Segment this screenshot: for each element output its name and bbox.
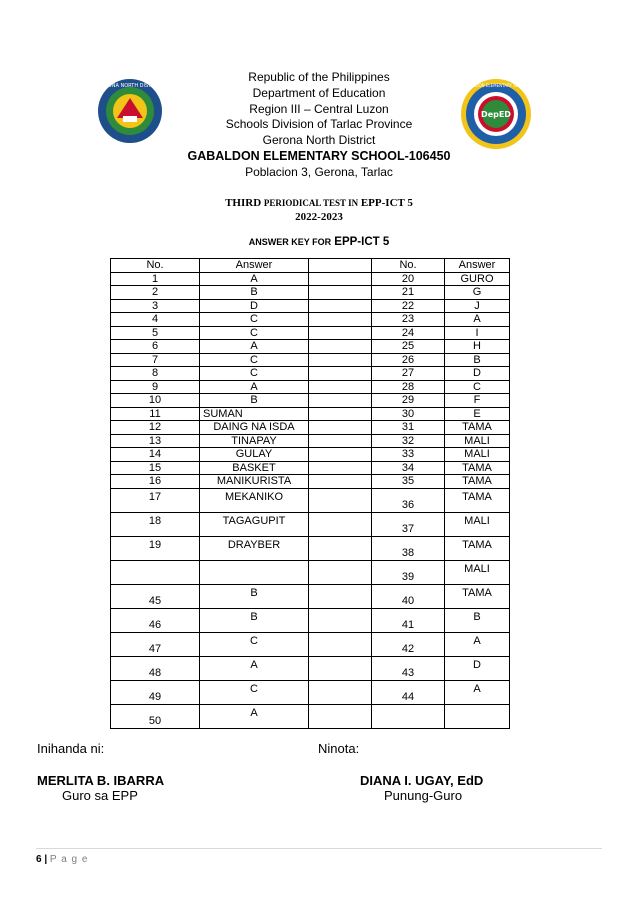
row-no-right: 36 — [372, 488, 445, 512]
row-spacer — [309, 326, 372, 340]
page-number: 6 — [36, 854, 42, 865]
row-no-left: 12 — [111, 421, 200, 435]
row-answer-left: A — [200, 380, 309, 394]
row-spacer — [309, 394, 372, 408]
row-no-right: 37 — [372, 512, 445, 536]
row-answer-right: D — [445, 656, 510, 680]
row-no-left: 19 — [111, 536, 200, 560]
row-spacer — [309, 286, 372, 300]
preparer-name: MERLITA B. IBARRA — [37, 773, 165, 788]
table-row — [111, 421, 510, 435]
row-answer-left: MANIKURISTA — [200, 475, 309, 489]
row-answer-left: DAING NA ISDA — [200, 421, 309, 435]
row-spacer — [309, 536, 372, 560]
row-no-left: 2 — [111, 286, 200, 300]
svg-text:GERONA NORTH DISTRICT: GERONA NORTH DISTRICT — [97, 83, 163, 89]
row-spacer — [309, 353, 372, 367]
header-spacer — [309, 259, 372, 273]
row-no-right: 33 — [372, 448, 445, 462]
row-answer-right: MALI — [445, 448, 510, 462]
header-answer-right: Answer — [445, 259, 510, 273]
row-no-left: 48 — [111, 656, 200, 680]
row-no-left: 17 — [111, 488, 200, 512]
row-answer-right: TAMA — [445, 536, 510, 560]
row-answer-right: TAMA — [445, 488, 510, 512]
table-row — [111, 299, 510, 313]
row-answer-left: TINAPAY — [200, 434, 309, 448]
answer-key-title: ANSWER KEY FOR EPP-ICT 5 — [248, 236, 390, 248]
row-spacer — [309, 560, 372, 584]
row-no-left: 49 — [111, 680, 200, 704]
row-no-right: 25 — [372, 340, 445, 354]
header-no-right: No. — [372, 259, 445, 273]
row-no-right: 29 — [372, 394, 445, 408]
row-spacer — [309, 608, 372, 632]
row-no-left: 16 — [111, 475, 200, 489]
table-row — [111, 584, 510, 608]
table-header-row — [111, 259, 510, 273]
answer-key-table — [110, 258, 510, 729]
table-row — [111, 704, 510, 728]
row-spacer — [309, 434, 372, 448]
row-answer-left — [200, 560, 309, 584]
header-no-left: No. — [111, 259, 200, 273]
row-no-right: 22 — [372, 299, 445, 313]
row-spacer — [309, 407, 372, 421]
letterhead-line-division: Schools Division of Tarlac Province — [225, 117, 413, 132]
row-answer-right: H — [445, 340, 510, 354]
row-no-right: 35 — [372, 475, 445, 489]
school-address: Poblacion 3, Gerona, Tarlac — [245, 164, 393, 179]
row-no-left: 10 — [111, 394, 200, 408]
preparer-role: Guro sa EPP — [62, 788, 138, 803]
row-answer-right: B — [445, 353, 510, 367]
row-answer-left: B — [200, 394, 309, 408]
table-row — [111, 367, 510, 381]
row-answer-left: C — [200, 632, 309, 656]
row-answer-left: B — [200, 608, 309, 632]
row-answer-left: A — [200, 340, 309, 354]
row-spacer — [309, 704, 372, 728]
row-answer-right: E — [445, 407, 510, 421]
row-answer-left: SUMAN — [200, 407, 309, 421]
row-answer-right: A — [445, 680, 510, 704]
row-answer-left: A — [200, 704, 309, 728]
table-row — [111, 394, 510, 408]
row-no-right: 32 — [372, 434, 445, 448]
row-spacer — [309, 313, 372, 327]
noted-by-label: Ninota: — [318, 741, 360, 756]
svg-text:DepED: DepED — [481, 110, 511, 119]
row-no-right: 20 — [372, 272, 445, 286]
row-answer-left: C — [200, 680, 309, 704]
row-spacer — [309, 299, 372, 313]
row-answer-left: C — [200, 313, 309, 327]
row-spacer — [309, 656, 372, 680]
svg-text:GABALDON ELEMENTARY SCHOOL: GABALDON ELEMENTARY SCHOOL — [461, 83, 531, 88]
table-row — [111, 475, 510, 489]
table-row — [111, 536, 510, 560]
row-spacer — [309, 461, 372, 475]
row-no-right: 43 — [372, 656, 445, 680]
letterhead-line-deped: Department of Education — [252, 85, 386, 100]
row-answer-left: B — [200, 584, 309, 608]
row-no-right: 39 — [372, 560, 445, 584]
row-no-right: 28 — [372, 380, 445, 394]
row-no-left — [111, 560, 200, 584]
row-spacer — [309, 272, 372, 286]
table-row — [111, 632, 510, 656]
row-no-right: 27 — [372, 367, 445, 381]
row-no-left: 46 — [111, 608, 200, 632]
row-no-left: 15 — [111, 461, 200, 475]
row-answer-right: F — [445, 394, 510, 408]
row-no-left: 11 — [111, 407, 200, 421]
header-answer-left: Answer — [200, 259, 309, 273]
table-row — [111, 380, 510, 394]
row-answer-left: TAGAGUPIT — [200, 512, 309, 536]
letterhead-line-republic: Republic of the Philippines — [248, 70, 390, 84]
table-row — [111, 560, 510, 584]
table-row — [111, 656, 510, 680]
table-row — [111, 313, 510, 327]
row-no-left: 45 — [111, 584, 200, 608]
row-spacer — [309, 448, 372, 462]
row-spacer — [309, 584, 372, 608]
row-answer-right: TAMA — [445, 475, 510, 489]
row-no-right: 40 — [372, 584, 445, 608]
noter-role: Punung-Guro — [384, 788, 463, 803]
row-answer-left: B — [200, 286, 309, 300]
row-spacer — [309, 340, 372, 354]
row-answer-right: TAMA — [445, 461, 510, 475]
table-row — [111, 434, 510, 448]
page-separator: | — [41, 854, 50, 865]
table-row — [111, 488, 510, 512]
row-no-left: 47 — [111, 632, 200, 656]
row-no-left: 18 — [111, 512, 200, 536]
row-answer-left: GULAY — [200, 448, 309, 462]
prepared-by-label: Inihanda ni: — [37, 741, 105, 756]
row-no-left: 9 — [111, 380, 200, 394]
row-spacer — [309, 680, 372, 704]
letterhead — [0, 70, 638, 181]
row-answer-left: D — [200, 299, 309, 313]
row-answer-right: I — [445, 326, 510, 340]
row-no-left: 4 — [111, 313, 200, 327]
row-spacer — [309, 475, 372, 489]
row-no-right: 24 — [372, 326, 445, 340]
row-answer-right: MALI — [445, 434, 510, 448]
row-answer-right: G — [445, 286, 510, 300]
row-no-left: 5 — [111, 326, 200, 340]
table-row — [111, 461, 510, 475]
test-title: THIRD PERIODICAL TEST IN EPP-ICT 5 — [225, 197, 413, 209]
row-answer-right: D — [445, 367, 510, 381]
table-row — [111, 286, 510, 300]
row-no-right: 44 — [372, 680, 445, 704]
row-no-right: 34 — [372, 461, 445, 475]
table-row — [111, 407, 510, 421]
footer-divider — [36, 848, 602, 849]
row-spacer — [309, 380, 372, 394]
row-spacer — [309, 488, 372, 512]
row-answer-right: C — [445, 380, 510, 394]
school-name: GABALDON ELEMENTARY SCHOOL-106450 — [187, 148, 451, 163]
row-no-right: 26 — [372, 353, 445, 367]
row-no-left: 13 — [111, 434, 200, 448]
row-answer-right: B — [445, 608, 510, 632]
row-answer-right: A — [445, 632, 510, 656]
row-no-right: 41 — [372, 608, 445, 632]
row-answer-right: MALI — [445, 512, 510, 536]
row-no-right: 21 — [372, 286, 445, 300]
test-title-block — [0, 196, 638, 224]
row-no-right: 23 — [372, 313, 445, 327]
row-answer-left: DRAYBER — [200, 536, 309, 560]
row-answer-left: BASKET — [200, 461, 309, 475]
row-no-right — [372, 704, 445, 728]
row-spacer — [309, 421, 372, 435]
row-answer-left: C — [200, 367, 309, 381]
table-row — [111, 512, 510, 536]
row-no-left: 8 — [111, 367, 200, 381]
row-answer-right: TAMA — [445, 421, 510, 435]
row-no-right: 30 — [372, 407, 445, 421]
row-no-right: 31 — [372, 421, 445, 435]
row-answer-left: MEKANIKO — [200, 488, 309, 512]
row-no-left: 3 — [111, 299, 200, 313]
row-answer-right: J — [445, 299, 510, 313]
row-answer-right: MALI — [445, 560, 510, 584]
row-no-right: 42 — [372, 632, 445, 656]
row-spacer — [309, 632, 372, 656]
page-footer — [36, 854, 88, 865]
row-no-right: 38 — [372, 536, 445, 560]
table-row — [111, 608, 510, 632]
row-spacer — [309, 367, 372, 381]
row-answer-right: TAMA — [445, 584, 510, 608]
row-no-left: 1 — [111, 272, 200, 286]
letterhead-line-region: Region III – Central Luzon — [249, 101, 389, 116]
table-row — [111, 340, 510, 354]
table-row — [111, 680, 510, 704]
row-answer-left: A — [200, 656, 309, 680]
row-no-left: 14 — [111, 448, 200, 462]
table-row — [111, 353, 510, 367]
row-no-left: 50 — [111, 704, 200, 728]
page-label: P a g e — [49, 854, 89, 865]
row-answer-left: C — [200, 326, 309, 340]
noter-name: DIANA I. UGAY, EdD — [360, 773, 484, 788]
row-answer-right — [445, 704, 510, 728]
row-no-left: 7 — [111, 353, 200, 367]
table-row — [111, 326, 510, 340]
row-answer-right: GURO — [445, 272, 510, 286]
row-no-left: 6 — [111, 340, 200, 354]
row-answer-right: A — [445, 313, 510, 327]
row-spacer — [309, 512, 372, 536]
table-row — [111, 448, 510, 462]
row-answer-left: A — [200, 272, 309, 286]
letterhead-line-district: Gerona North District — [262, 133, 376, 148]
row-answer-left: C — [200, 353, 309, 367]
table-row — [111, 272, 510, 286]
school-year: 2022-2023 — [295, 211, 343, 223]
